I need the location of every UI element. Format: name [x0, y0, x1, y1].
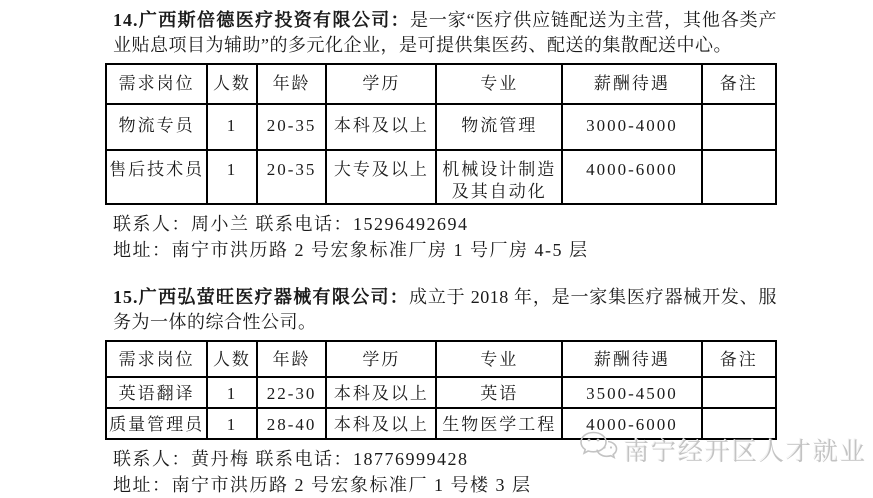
contact-line-15: 联系人：黄丹梅 联系电话：18776999428 — [113, 449, 469, 469]
table-header-row — [106, 64, 776, 104]
table-header-row — [106, 341, 776, 377]
column-header: 薪酬待遇 — [562, 341, 701, 377]
company-intro-15 — [105, 285, 777, 335]
address-line-14: 地址：南宁市洪历路 2 号宏象标准厂房 1 号厂房 4-5 层 — [113, 240, 589, 260]
company-name: 广西弘萤旺医疗器械有限公司： — [138, 287, 410, 307]
table-cell — [702, 104, 776, 150]
contact-line-14: 联系人：周小兰 联系电话：15296492694 — [113, 214, 469, 234]
column-header: 年龄 — [257, 64, 327, 104]
table-cell — [702, 377, 776, 408]
table-cell: 英语 — [436, 377, 562, 408]
table-cell: 本科及以上 — [326, 408, 436, 439]
company-number: 15. — [113, 287, 139, 307]
column-header: 专业 — [436, 64, 562, 104]
column-header: 年龄 — [257, 341, 327, 377]
table-cell: 物流管理 — [436, 104, 562, 150]
table-cell: 1 — [207, 104, 257, 150]
table-cell: 20-35 — [257, 150, 327, 204]
jobs-table-15 — [105, 340, 777, 440]
column-header: 学历 — [326, 341, 436, 377]
table-cell: 售后技术员 — [106, 150, 207, 204]
company-intro-14 — [105, 8, 777, 58]
column-header: 学历 — [326, 64, 436, 104]
table-cell: 本科及以上 — [326, 377, 436, 408]
column-header: 备注 — [702, 341, 776, 377]
company-name: 广西斯倍德医疗投资有限公司： — [138, 10, 411, 30]
jobs-table-14 — [105, 63, 777, 205]
address-line-15: 地址：南宁市洪历路 2 号宏象标准厂 1 号楼 3 层 — [113, 475, 532, 495]
company-description: 是一家“医疗供应链配送为主营，其他各类产业贴息项目为辅助”的多元化企业，是可提供集医药、配送的集散配送中心。 — [113, 10, 777, 55]
table-cell: 1 — [207, 150, 257, 204]
document-body — [105, 8, 777, 498]
column-header: 需求岗位 — [106, 341, 207, 377]
column-header: 人数 — [207, 341, 257, 377]
table-cell: 28-40 — [257, 408, 327, 439]
table-cell: 3500-4500 — [562, 377, 701, 408]
table-cell: 大专及以上 — [326, 150, 436, 204]
column-header: 人数 — [207, 64, 257, 104]
wechat-icon — [578, 430, 624, 469]
table-row — [106, 150, 776, 204]
table-cell: 4000-6000 — [562, 408, 701, 439]
column-header: 专业 — [436, 341, 562, 377]
company-description: 成立于 2018 年，是一家集医疗器械开发、服务为一体的综合性公司。 — [113, 287, 777, 332]
table-cell: 机械设计制造及其自动化 — [436, 150, 562, 204]
table-cell: 4000-6000 — [562, 150, 701, 204]
table-cell — [702, 150, 776, 204]
table-cell: 质量管理员 — [106, 408, 207, 439]
column-header: 备注 — [702, 64, 776, 104]
column-header: 薪酬待遇 — [562, 64, 701, 104]
table-row — [106, 104, 776, 150]
table-row — [106, 377, 776, 408]
company-number: 14. — [113, 10, 139, 30]
watermark — [578, 430, 867, 469]
table-cell: 1 — [207, 377, 257, 408]
table-cell: 本科及以上 — [326, 104, 436, 150]
table-cell: 生物医学工程 — [436, 408, 562, 439]
table-cell: 英语翻译 — [106, 377, 207, 408]
table-cell: 22-30 — [257, 377, 327, 408]
table-cell: 物流专员 — [106, 104, 207, 150]
table-cell: 1 — [207, 408, 257, 439]
column-header: 需求岗位 — [106, 64, 207, 104]
table-cell: 3000-4000 — [562, 104, 701, 150]
watermark-text: 南宁经开区人才就业 — [623, 437, 867, 466]
table-cell: 20-35 — [257, 104, 327, 150]
